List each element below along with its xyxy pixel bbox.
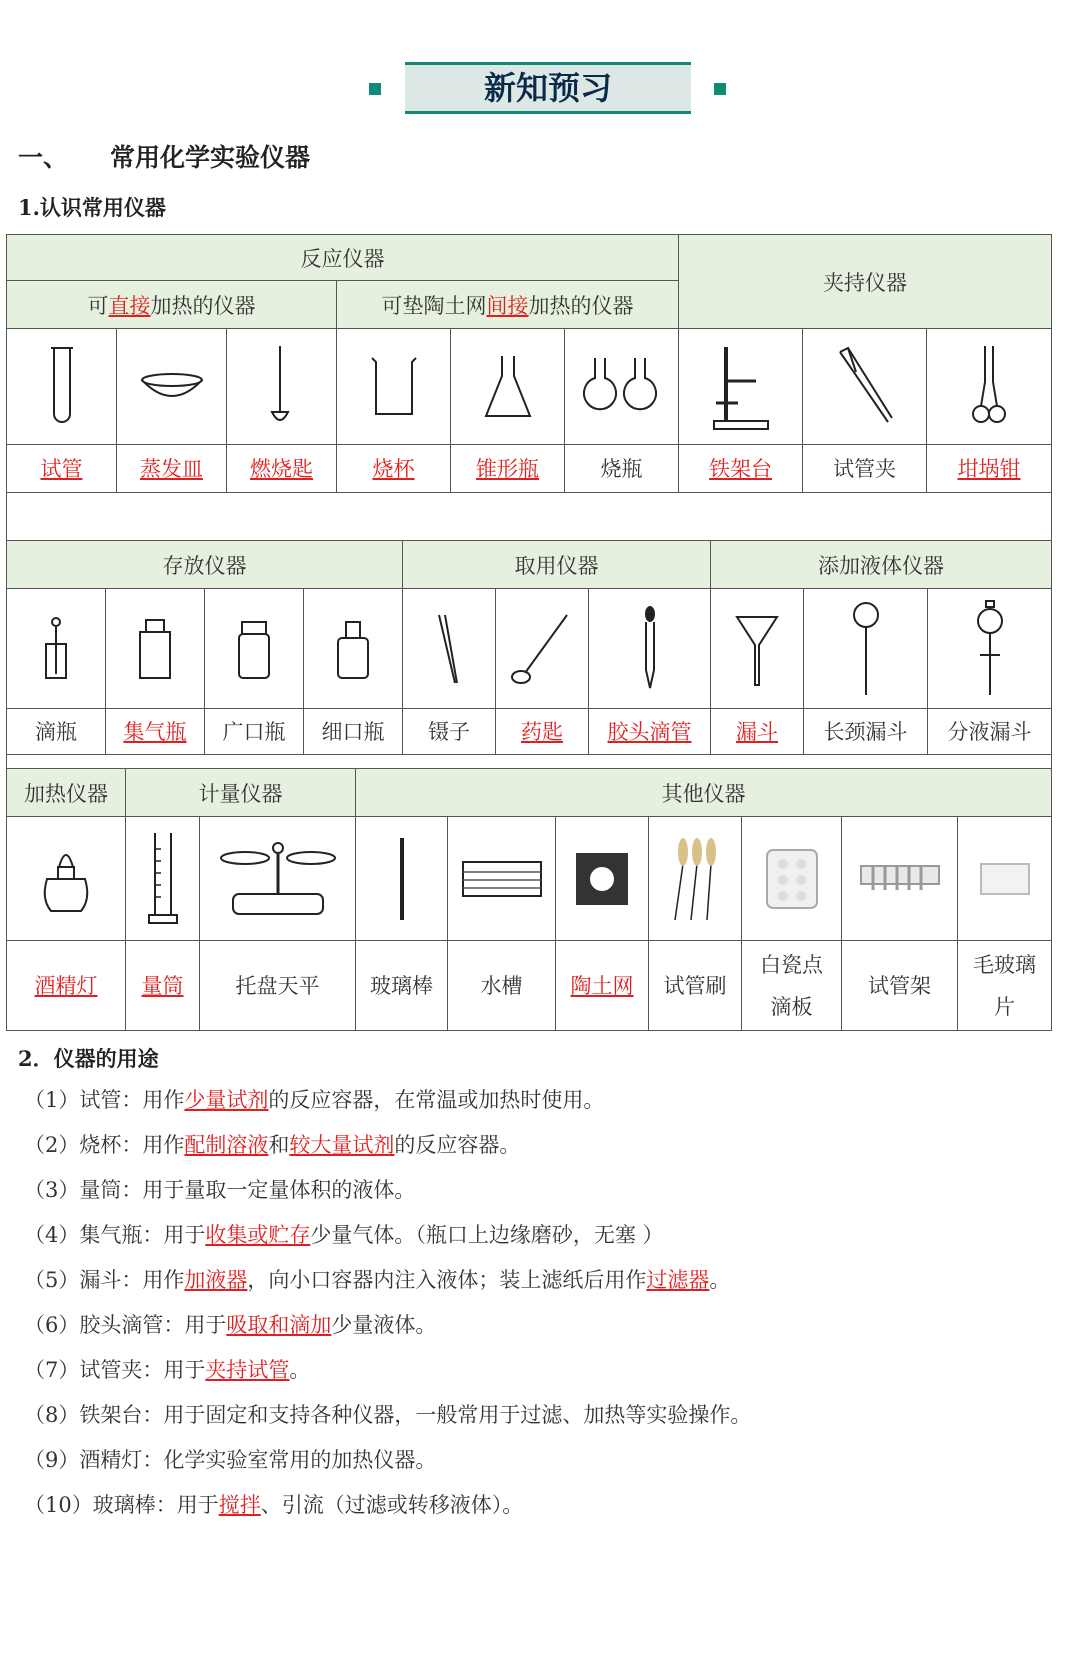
use-item xyxy=(24,1213,751,1258)
section1-heading xyxy=(18,138,310,174)
instrument-label: 坩埚钳 xyxy=(957,456,1021,481)
spot-plate-icon xyxy=(742,844,841,914)
holding-header: 夹持仪器 xyxy=(679,235,1052,329)
instrument-label: 燃烧匙 xyxy=(250,456,313,481)
use-text: ，向小口容器内注入液体；装上滤纸后用作 xyxy=(247,1268,647,1292)
instrument-label: 试管夹 xyxy=(833,456,897,481)
beaker-icon xyxy=(337,352,450,422)
section1-title: 常用化学实验仪器 xyxy=(110,143,311,172)
use-text: 。 xyxy=(289,1358,311,1382)
dropper-icon xyxy=(589,604,710,694)
use-keyword: 较大量试剂 xyxy=(289,1133,395,1157)
left-square-decoration xyxy=(369,83,381,95)
instrument-name xyxy=(106,709,205,755)
test-tube-icon-cell xyxy=(7,329,117,445)
instrument-label: 毛玻璃 片 xyxy=(973,952,1036,1019)
instrument-label: 陶土网 xyxy=(570,973,634,998)
spot-plate-icon-cell xyxy=(742,817,842,941)
instrument-label: 镊子 xyxy=(428,719,470,744)
instrument-label: 试管 xyxy=(40,456,83,481)
use-text: 的反应容器，在常温或加热时使用。 xyxy=(268,1088,605,1112)
dropper-bottle-icon xyxy=(7,614,105,684)
separatory-funnel-icon xyxy=(928,599,1051,699)
use-keyword: 夹持试管 xyxy=(205,1358,290,1382)
instrument-name xyxy=(7,445,117,493)
ground-glass-icon-cell xyxy=(958,817,1052,941)
test-tube-brush-icon xyxy=(649,834,741,924)
instrument-label: 胶头滴管 xyxy=(607,719,692,744)
flask-icon-cell xyxy=(565,329,679,445)
instrument-name xyxy=(556,941,649,1031)
use-item xyxy=(24,1078,751,1123)
flask-icon xyxy=(565,352,678,422)
instrument-name xyxy=(589,709,711,755)
use-text: 、引流（过滤或转移液体）。 xyxy=(260,1493,524,1517)
use-text: 。 xyxy=(709,1268,731,1292)
conical-flask-icon xyxy=(451,352,564,422)
use-text: （5）漏斗：用作 xyxy=(24,1268,185,1292)
crucible-tongs-icon-cell xyxy=(927,329,1052,445)
instrument-name xyxy=(227,445,337,493)
instrument-name xyxy=(448,941,556,1031)
instrument-name xyxy=(742,941,842,1031)
use-keyword: 搅拌 xyxy=(218,1493,261,1517)
spacer-row xyxy=(7,493,1052,541)
right-square-decoration xyxy=(714,83,726,95)
use-text: （1）试管：用作 xyxy=(24,1088,185,1112)
use-text: （2）烧杯：用作 xyxy=(24,1133,185,1157)
direct-pre: 可 xyxy=(87,293,109,318)
dropper-bottle-icon-cell xyxy=(7,589,106,709)
storage-header: 存放仪器 xyxy=(7,541,403,589)
instrument-label: 量筒 xyxy=(141,973,184,998)
instrument-name xyxy=(200,941,356,1031)
long-neck-funnel-icon-cell xyxy=(804,589,928,709)
test-tube-icon xyxy=(7,342,116,432)
use-item xyxy=(24,1168,751,1213)
clay-mesh-icon xyxy=(556,849,648,909)
iron-stand-icon xyxy=(679,341,802,433)
wide-mouth-bottle-icon xyxy=(205,614,303,684)
instrument-name xyxy=(304,709,403,755)
instrument-name xyxy=(928,709,1052,755)
alcohol-lamp-icon-cell xyxy=(7,817,126,941)
use-text: 少量液体。 xyxy=(331,1313,437,1337)
gas-jar-icon xyxy=(106,614,204,684)
instrument-name xyxy=(842,941,958,1031)
indirect-red: 间接 xyxy=(486,293,529,318)
test-tube-rack-icon-cell xyxy=(842,817,958,941)
funnel-icon-cell xyxy=(711,589,804,709)
subsection1-heading: 1.认识常用仪器 xyxy=(18,195,166,220)
instrument-label: 烧杯 xyxy=(372,456,415,481)
test-tube-clamp-icon xyxy=(803,342,926,432)
uses-list xyxy=(24,1078,751,1528)
use-item xyxy=(24,1483,751,1528)
tweezers-icon xyxy=(403,609,495,689)
use-keyword: 配制溶液 xyxy=(184,1133,269,1157)
instrument-name xyxy=(649,941,742,1031)
instrument-label: 托盘天平 xyxy=(235,973,320,998)
test-tube-clamp-icon-cell xyxy=(803,329,927,445)
use-item xyxy=(24,1438,751,1483)
instrument-name xyxy=(356,941,448,1031)
use-text: （8）铁架台：用于固定和支持各种仪器，一般常用于过滤、加热等实验操作。 xyxy=(24,1403,752,1427)
instrument-label: 锥形瓶 xyxy=(476,456,539,481)
medicine-spoon-icon-cell xyxy=(496,589,589,709)
use-item xyxy=(24,1123,751,1168)
use-item xyxy=(24,1348,751,1393)
instrument-label: 药匙 xyxy=(521,719,563,744)
alcohol-lamp-icon xyxy=(7,839,125,919)
glass-rod-icon-cell xyxy=(356,817,448,941)
instrument-name xyxy=(451,445,565,493)
measuring-header: 计量仪器 xyxy=(126,769,356,817)
reaction-holding-table xyxy=(6,234,1052,541)
instrument-name xyxy=(403,709,496,755)
use-text: （3）量筒：用于量取一定量体积的液体。 xyxy=(24,1178,416,1202)
ground-glass-icon xyxy=(958,854,1051,904)
instrument-label: 集气瓶 xyxy=(123,719,187,744)
instrument-name xyxy=(679,445,803,493)
conical-flask-icon-cell xyxy=(451,329,565,445)
test-tube-brush-icon-cell xyxy=(649,817,742,941)
water-trough-icon-cell xyxy=(448,817,556,941)
instrument-label: 蒸发皿 xyxy=(140,456,203,481)
evaporating-dish-icon xyxy=(117,362,226,412)
use-text: （4）集气瓶：用于 xyxy=(24,1223,206,1247)
narrow-mouth-bottle-icon-cell xyxy=(304,589,403,709)
instrument-name xyxy=(958,941,1052,1031)
instrument-name xyxy=(126,941,200,1031)
instrument-name xyxy=(803,445,927,493)
instrument-label: 水槽 xyxy=(480,973,523,998)
section1-number: 一、 xyxy=(18,143,69,172)
spacer-row-2 xyxy=(7,755,1052,769)
test-tube-rack-icon xyxy=(842,854,957,904)
use-text: 和 xyxy=(268,1133,290,1157)
use-text: （6）胶头滴管：用于 xyxy=(24,1313,227,1337)
use-keyword: 过滤器 xyxy=(646,1268,710,1292)
use-keyword: 加液器 xyxy=(184,1268,248,1292)
taking-header: 取用仪器 xyxy=(403,541,711,589)
medicine-spoon-icon xyxy=(496,609,588,689)
narrow-mouth-bottle-icon xyxy=(304,614,402,684)
instrument-name xyxy=(7,709,106,755)
instrument-label: 漏斗 xyxy=(736,719,779,744)
adding-header: 添加液体仪器 xyxy=(711,541,1052,589)
instrument-label: 试管刷 xyxy=(663,973,727,998)
iron-stand-icon-cell xyxy=(679,329,803,445)
reaction-header: 反应仪器 xyxy=(7,235,679,281)
instrument-name xyxy=(927,445,1052,493)
crucible-tongs-icon xyxy=(927,342,1051,432)
evaporating-dish-icon-cell xyxy=(117,329,227,445)
instrument-name xyxy=(117,445,227,493)
combustion-spoon-icon-cell xyxy=(227,329,337,445)
long-neck-funnel-icon xyxy=(804,599,927,699)
use-item xyxy=(24,1303,751,1348)
instrument-label: 分液漏斗 xyxy=(947,719,1032,744)
instrument-name xyxy=(7,941,126,1031)
instrument-label: 酒精灯 xyxy=(34,973,98,998)
graduated-cylinder-icon-cell xyxy=(126,817,200,941)
instrument-name xyxy=(711,709,804,755)
other-header: 其他仪器 xyxy=(356,769,1052,817)
use-keyword: 收集或贮存 xyxy=(205,1223,311,1247)
use-text: （10）玻璃棒：用于 xyxy=(24,1493,219,1517)
instrument-label: 试管架 xyxy=(868,973,931,998)
heating-measuring-other-table xyxy=(6,768,1052,1031)
balance-icon-cell xyxy=(200,817,356,941)
graduated-cylinder-icon xyxy=(126,829,199,929)
instrument-name xyxy=(205,709,304,755)
indirect-pre: 可垫陶土网 xyxy=(381,293,487,318)
dropper-icon-cell xyxy=(589,589,711,709)
instrument-name xyxy=(804,709,928,755)
direct-heating-header xyxy=(7,281,337,329)
combustion-spoon-icon xyxy=(227,342,336,432)
page-title: 新知预习 xyxy=(405,62,691,114)
heating-header: 加热仪器 xyxy=(7,769,126,817)
gas-jar-icon-cell xyxy=(106,589,205,709)
tweezers-icon-cell xyxy=(403,589,496,709)
instrument-label: 烧瓶 xyxy=(600,456,643,481)
indirect-heating-header xyxy=(337,281,679,329)
use-keyword: 吸取和滴加 xyxy=(226,1313,332,1337)
instrument-label: 长颈漏斗 xyxy=(823,719,908,744)
use-text: （7）试管夹：用于 xyxy=(24,1358,206,1382)
glass-rod-icon xyxy=(356,834,447,924)
instrument-label: 铁架台 xyxy=(709,456,773,481)
instrument-name xyxy=(337,445,451,493)
use-keyword: 少量试剂 xyxy=(184,1088,269,1112)
use-item xyxy=(24,1393,751,1438)
funnel-icon xyxy=(711,609,803,689)
wide-mouth-bottle-icon-cell xyxy=(205,589,304,709)
instrument-name xyxy=(565,445,679,493)
instrument-label: 白瓷点 滴板 xyxy=(760,952,823,1019)
direct-red: 直接 xyxy=(108,293,151,318)
indirect-post: 加热的仪器 xyxy=(528,293,634,318)
balance-icon xyxy=(200,834,355,924)
clay-mesh-icon-cell xyxy=(556,817,649,941)
direct-post: 加热的仪器 xyxy=(150,293,256,318)
beaker-icon-cell xyxy=(337,329,451,445)
use-text: 少量气体。（瓶口上边缘磨砂，无塞 ） xyxy=(310,1223,664,1247)
storage-taking-adding-table xyxy=(6,540,1052,769)
water-trough-icon xyxy=(448,854,555,904)
use-text: （9）酒精灯：化学实验室常用的加热仪器。 xyxy=(24,1448,437,1472)
instrument-name xyxy=(496,709,589,755)
use-item xyxy=(24,1258,751,1303)
use-text: 的反应容器。 xyxy=(394,1133,521,1157)
instrument-label: 玻璃棒 xyxy=(370,973,433,998)
instrument-label: 细口瓶 xyxy=(321,719,385,744)
instrument-label: 滴瓶 xyxy=(35,719,77,744)
section2-heading: 2．仪器的用途 xyxy=(18,1046,159,1071)
header xyxy=(0,62,1080,116)
separatory-funnel-icon-cell xyxy=(928,589,1052,709)
instrument-label: 广口瓶 xyxy=(222,719,286,744)
